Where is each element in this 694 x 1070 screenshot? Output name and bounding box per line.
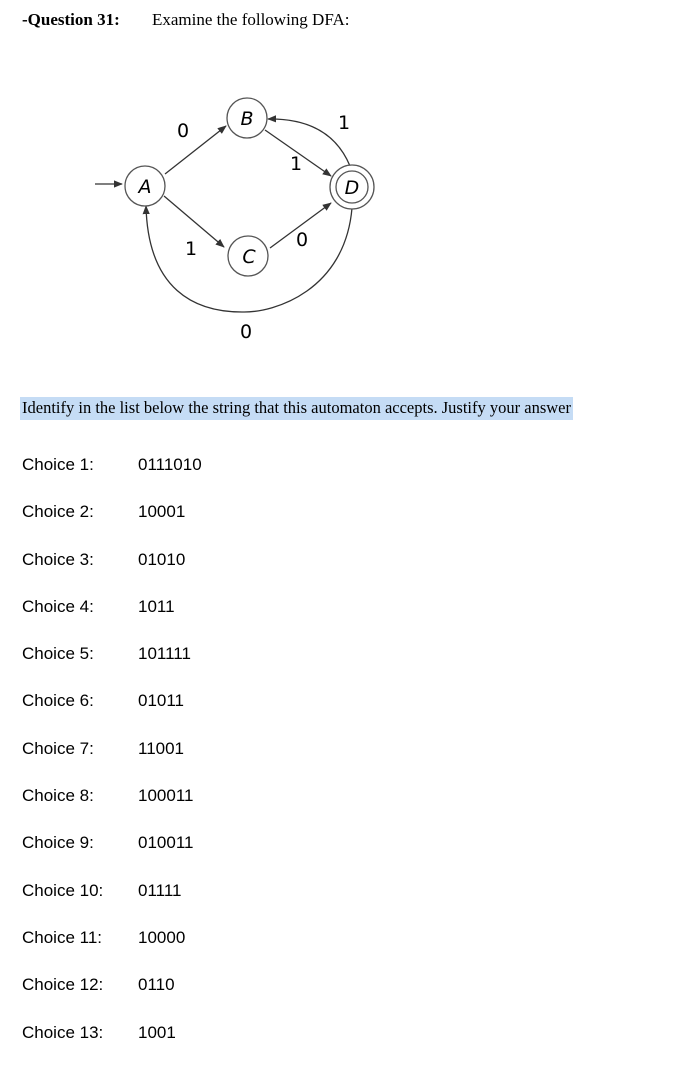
choice-value: 10000	[138, 927, 186, 947]
question-number: -Question 31:	[22, 10, 120, 29]
choice-value: 10001	[138, 502, 186, 522]
state-label-d: D	[344, 177, 360, 199]
edge-a-to-b	[165, 126, 226, 174]
choice-row-7[interactable]	[22, 739, 202, 786]
choice-value: 01011	[138, 691, 185, 711]
choice-label: Choice 5:	[22, 644, 94, 664]
edge-label-d-to-b: 1	[337, 112, 351, 134]
choice-value: 01111	[138, 880, 182, 900]
state-label-c: C	[242, 246, 256, 268]
choice-value: 101111	[138, 644, 191, 664]
choice-row-13[interactable]	[22, 1023, 202, 1070]
choice-label: Choice 7:	[22, 738, 94, 758]
choice-row-6[interactable]	[22, 691, 202, 738]
choice-value: 1001	[138, 1022, 176, 1042]
choice-label: Choice 12:	[22, 975, 104, 995]
choice-label: Choice 13:	[22, 1022, 104, 1042]
choice-label: Choice 9:	[22, 833, 94, 853]
choice-row-1[interactable]	[22, 455, 202, 502]
question-prompt: Identify in the list below the string that this automaton accepts. Justify your answer	[20, 397, 573, 420]
choice-value: 1011	[138, 596, 175, 616]
choice-label: Choice 1:	[22, 455, 94, 474]
choice-row-8[interactable]	[22, 786, 202, 833]
state-label-b: B	[240, 108, 254, 130]
choice-value: 0110	[138, 975, 175, 995]
choice-label: Choice 8:	[22, 786, 94, 806]
choice-row-9[interactable]	[22, 833, 202, 880]
choice-list	[22, 455, 202, 1070]
edge-label-c-to-d: 0	[295, 229, 309, 251]
edge-label-a-to-c: 1	[184, 238, 198, 260]
choice-row-5[interactable]	[22, 644, 202, 691]
question-intro: Examine the following DFA:	[152, 10, 350, 29]
choice-label: Choice 11:	[22, 927, 103, 947]
choice-label: Choice 3:	[22, 549, 94, 569]
choice-label: Choice 4:	[22, 596, 94, 616]
choice-label: Choice 2:	[22, 502, 94, 522]
choice-row-10[interactable]	[22, 881, 202, 928]
choice-value: 010011	[138, 833, 194, 853]
dfa-diagram	[0, 80, 694, 360]
question-header	[22, 10, 350, 30]
edge-label-a-to-b: 0	[176, 120, 190, 142]
choice-label: Choice 6:	[22, 691, 94, 711]
state-label-a: A	[138, 176, 152, 198]
choice-row-3[interactable]	[22, 550, 202, 597]
choice-value: 11001	[138, 738, 185, 758]
choice-row-12[interactable]	[22, 975, 202, 1022]
choice-row-2[interactable]	[22, 502, 202, 549]
edge-label-c-to-a: 0	[239, 321, 253, 343]
choice-row-4[interactable]	[22, 597, 202, 644]
choice-value: 0111010	[138, 455, 202, 474]
choice-row-11[interactable]	[22, 928, 202, 975]
choice-value: 100011	[138, 786, 194, 806]
choice-label: Choice 10:	[22, 880, 104, 900]
edge-label-b-to-d: 1	[289, 153, 303, 175]
choice-value: 01010	[138, 549, 186, 569]
